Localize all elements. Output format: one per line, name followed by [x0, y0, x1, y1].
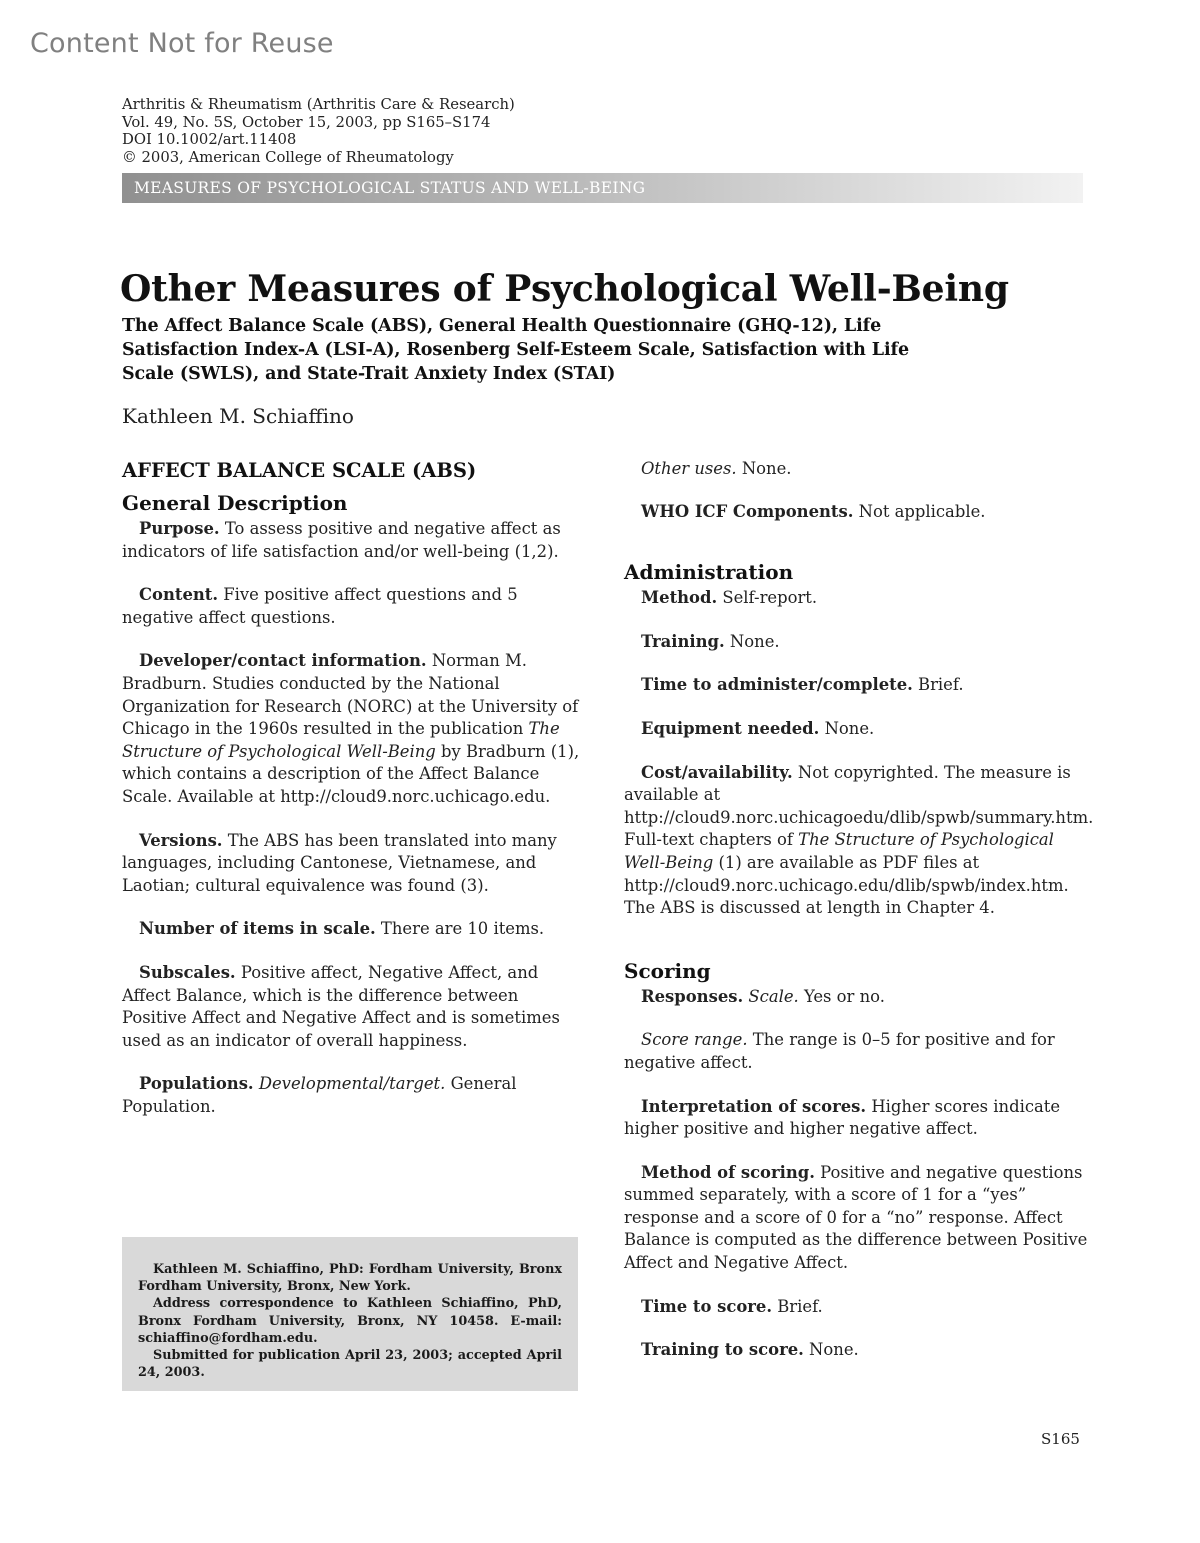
versions-text: The ABS has been translated into many languages, including Cantonese, Vietnamese, and Laotian; cultural equivalence was found (3).: [122, 830, 557, 895]
training-paragraph: [624, 631, 1094, 654]
cost-text-1: Not copyrighted. The measure is available at http://cloud9.norc.uchicagoedu/dlib/spwb/summary.htm. Full-text chapters of: [624, 762, 1094, 850]
content-label: Content.: [139, 585, 219, 605]
general-description-heading: General Description: [122, 491, 348, 515]
method-paragraph: [624, 587, 1094, 610]
time-to-score-text: Brief.: [772, 1296, 823, 1316]
method-text: Self-report.: [717, 588, 818, 608]
time-administer-label: Time to administer/complete.: [641, 675, 913, 695]
cost-label: Cost/availability.: [641, 762, 793, 782]
interpretation-text: Higher scores indicate higher positive and higher negative affect.: [624, 1096, 1061, 1139]
method-label: Method.: [641, 588, 718, 608]
score-range-label: Score range.: [641, 1030, 748, 1050]
page-number: S165: [1041, 1430, 1080, 1448]
section-banner: MEASURES OF PSYCHOLOGICAL STATUS AND WELL-BEING: [122, 173, 1083, 203]
training-to-score-paragraph: [624, 1339, 1094, 1362]
items-text: There are 10 items.: [375, 919, 545, 939]
journal-line-3: DOI 10.1002/art.11408: [122, 131, 297, 148]
versions-paragraph: [122, 830, 580, 898]
method-scoring-paragraph: [624, 1162, 1094, 1275]
items-label: Number of items in scale.: [139, 919, 376, 939]
responses-subhead: Scale.: [748, 986, 799, 1006]
article-title: Other Measures of Psychological Well-Being: [120, 268, 1009, 310]
administration-heading: Administration: [624, 560, 794, 585]
subscales-text: Positive affect, Negative Affect, and Affect Balance, which is the difference between Positive Affect and Negative Affect and is sometimes used as an indicator of overall happiness.: [122, 962, 560, 1050]
author-affiliation-box: [122, 1237, 578, 1391]
populations-subhead: Developmental/target.: [258, 1074, 446, 1094]
cost-paragraph: [624, 762, 1094, 920]
time-administer-text: Brief.: [912, 675, 964, 695]
left-column: [122, 458, 580, 1139]
method-scoring-label: Method of scoring.: [641, 1162, 815, 1182]
time-to-score-paragraph: [624, 1296, 1094, 1319]
purpose-text: To assess positive and negative affect as indicators of life satisfaction and/or well-being (1,2).: [122, 519, 561, 561]
training-text: None.: [724, 631, 780, 651]
developer-book-title: The Structure of Psychological Well-Being: [122, 719, 560, 761]
time-to-score-label: Time to score.: [641, 1296, 773, 1316]
who-icf-text: Not applicable.: [853, 501, 986, 521]
content-text: Five positive affect questions and 5 negative affect questions.: [122, 585, 518, 627]
populations-text: General Population.: [122, 1074, 517, 1116]
interpretation-label: Interpretation of scores.: [641, 1096, 867, 1116]
score-range-text: The range is 0–5 for positive and for negative affect.: [624, 1030, 1055, 1072]
right-column: [624, 458, 1094, 1383]
populations-paragraph: [122, 1073, 580, 1118]
method-scoring-text: Positive and negative questions summed separately, with a score of 1 for a “yes” response and a score of 0 for a “no” response. Affect Balance is computed as the difference between Positive Affect and Negative Affect.: [624, 1162, 1088, 1273]
training-to-score-text: None.: [803, 1340, 859, 1360]
score-range-paragraph: [624, 1029, 1094, 1074]
equipment-paragraph: [624, 718, 1094, 741]
subscales-label: Subscales.: [139, 962, 236, 982]
who-icf-label: WHO ICF Components.: [641, 501, 854, 521]
developer-label: Developer/contact information.: [139, 651, 427, 671]
developer-text-1: Norman M. Bradburn. Studies conducted by the National Organization for Research (NORC) at the University of Chicago in the 1960s resulted in the publication: [122, 651, 579, 739]
journal-line-1: Arthritis & Rheumatism (Arthritis Care & Research): [122, 96, 515, 113]
versions-label: Versions.: [139, 830, 223, 850]
developer-text-2: by Bradburn (1), which contains a description of the Affect Balance Scale. Available at http://cloud9.norc.uchicago.edu.: [122, 741, 580, 806]
cost-text-2: (1) are available as PDF files at http://cloud9.norc.uchicago.edu/dlib/spwb/index.htm. The ABS is discussed at length in Chapter 4.: [624, 852, 1069, 918]
journal-line-2: Vol. 49, No. 5S, October 15, 2003, pp S165–S174: [122, 113, 491, 131]
cost-book-title: The Structure of Psychological Well-Being: [624, 830, 1054, 872]
time-administer-paragraph: [624, 674, 1094, 697]
submission-text: Submitted for publication April 23, 2003; accepted April 24, 2003.: [138, 1348, 562, 1381]
purpose-paragraph: [122, 518, 580, 563]
equipment-label: Equipment needed.: [641, 718, 820, 738]
article-subtitle: The Affect Balance Scale (ABS), General Health Questionnaire (GHQ-12), Life Satisfaction Index-A (LSI-A), Rosenberg Self-Esteem Scale, Satisfaction with Life Scale (SWLS), and State-Trait Anxiety Index (STAI): [122, 316, 909, 384]
responses-text: Yes or no.: [798, 986, 885, 1006]
items-paragraph: [122, 918, 580, 941]
abs-heading: AFFECT BALANCE SCALE (ABS): [122, 459, 477, 482]
affiliation-text: Kathleen M. Schiaffino, PhD: Fordham University, Bronx Fordham University, Bronx, New York.: [138, 1262, 562, 1295]
training-to-score-label: Training to score.: [641, 1340, 804, 1360]
watermark-text: Content Not for Reuse: [30, 28, 334, 59]
training-label: Training.: [641, 631, 725, 651]
responses-label: Responses.: [641, 986, 744, 1006]
article-author: Kathleen M. Schiaffino: [122, 404, 354, 428]
populations-label: Populations.: [139, 1074, 254, 1094]
journal-line-4: © 2003, American College of Rheumatology: [122, 148, 454, 166]
journal-citation: [122, 96, 515, 166]
other-uses-text: None.: [736, 459, 792, 478]
who-icf-paragraph: [624, 501, 1094, 524]
responses-paragraph: [624, 986, 1094, 1009]
other-uses-label: Other uses.: [641, 459, 737, 478]
interpretation-paragraph: [624, 1096, 1094, 1141]
subscales-paragraph: [122, 962, 580, 1052]
other-uses-paragraph: [624, 458, 1094, 481]
correspondence-text: Address correspondence to Kathleen Schiaffino, PhD, Bronx Fordham University, Bronx, NY 10458. E-mail: schiaffino@fordham.edu.: [138, 1296, 562, 1346]
purpose-label: Purpose.: [139, 519, 220, 538]
developer-paragraph: [122, 650, 580, 808]
scoring-heading: Scoring: [624, 958, 711, 983]
equipment-text: None.: [819, 718, 875, 738]
content-paragraph: [122, 584, 580, 629]
